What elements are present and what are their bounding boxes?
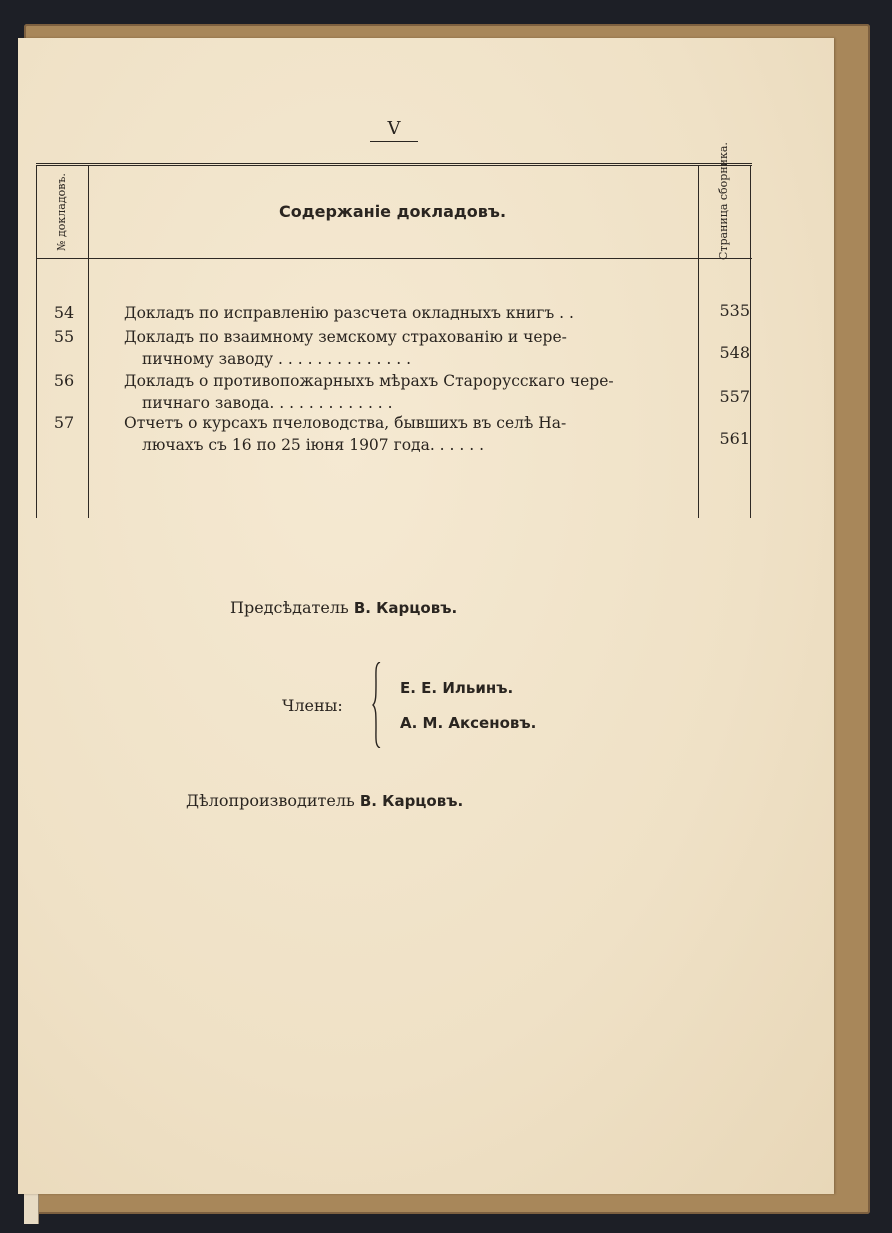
column-header-number: № докладовъ. [55,173,68,251]
member-2-name: А. М. Аксеновъ. [400,714,537,732]
report-title-line: Докладъ о противопожарныхъ мѣрахъ Старорусскаго чере- [124,372,614,390]
report-title [124,326,698,370]
report-page: 548 [719,343,750,362]
chairman-name: В. Карцовъ. [353,599,458,617]
report-title-line: Отчетъ о курсахъ пчеловодства, бывшихъ въ селѣ На- [124,414,567,432]
curly-brace-icon [372,662,382,748]
report-title-line: лючахъ съ 16 по 25 іюня 1907 года. . . . . . [142,436,485,454]
header-divider [36,258,752,259]
report-title-line: Докладъ по исправленію разсчета окладныхъ книгъ . . [124,304,574,322]
report-title [124,370,698,414]
report-title-line: пичнаго завода. . . . . . . . . . . . . [142,394,393,412]
report-number: 54 [53,303,75,322]
chairman-label: Предсѣдатель [230,598,349,617]
report-title-line: пичному заводу . . . . . . . . . . . . . . [142,350,412,368]
report-title [124,302,698,324]
report-number: 56 [53,371,75,390]
report-number: 57 [53,413,75,432]
member-1-name: Е. Е. Ильинъ. [400,679,514,697]
report-page: 535 [719,301,750,320]
report-page: 561 [719,429,750,448]
members-label: Члены: [282,696,343,715]
report-title [124,412,698,456]
member-1 [400,678,513,697]
clerk-label: Дѣлопроизводитель [186,791,355,810]
report-page: 557 [719,387,750,406]
clerk-name: В. Карцовъ. [359,792,464,810]
page-number-roman: V [370,118,418,142]
contents-table [36,142,752,518]
report-title-line: Докладъ по взаимному земскому страхованію и чере- [124,328,567,346]
chairman-line [230,598,457,617]
column-divider [698,166,699,518]
report-number: 55 [53,327,75,346]
column-header-title: Содержаніе докладовъ. [278,202,507,221]
member-2 [400,713,536,732]
table-border-left [36,166,37,518]
column-header-page: Страница сборника. [717,142,730,260]
table-border-right [750,166,751,518]
clerk-line [186,791,463,810]
